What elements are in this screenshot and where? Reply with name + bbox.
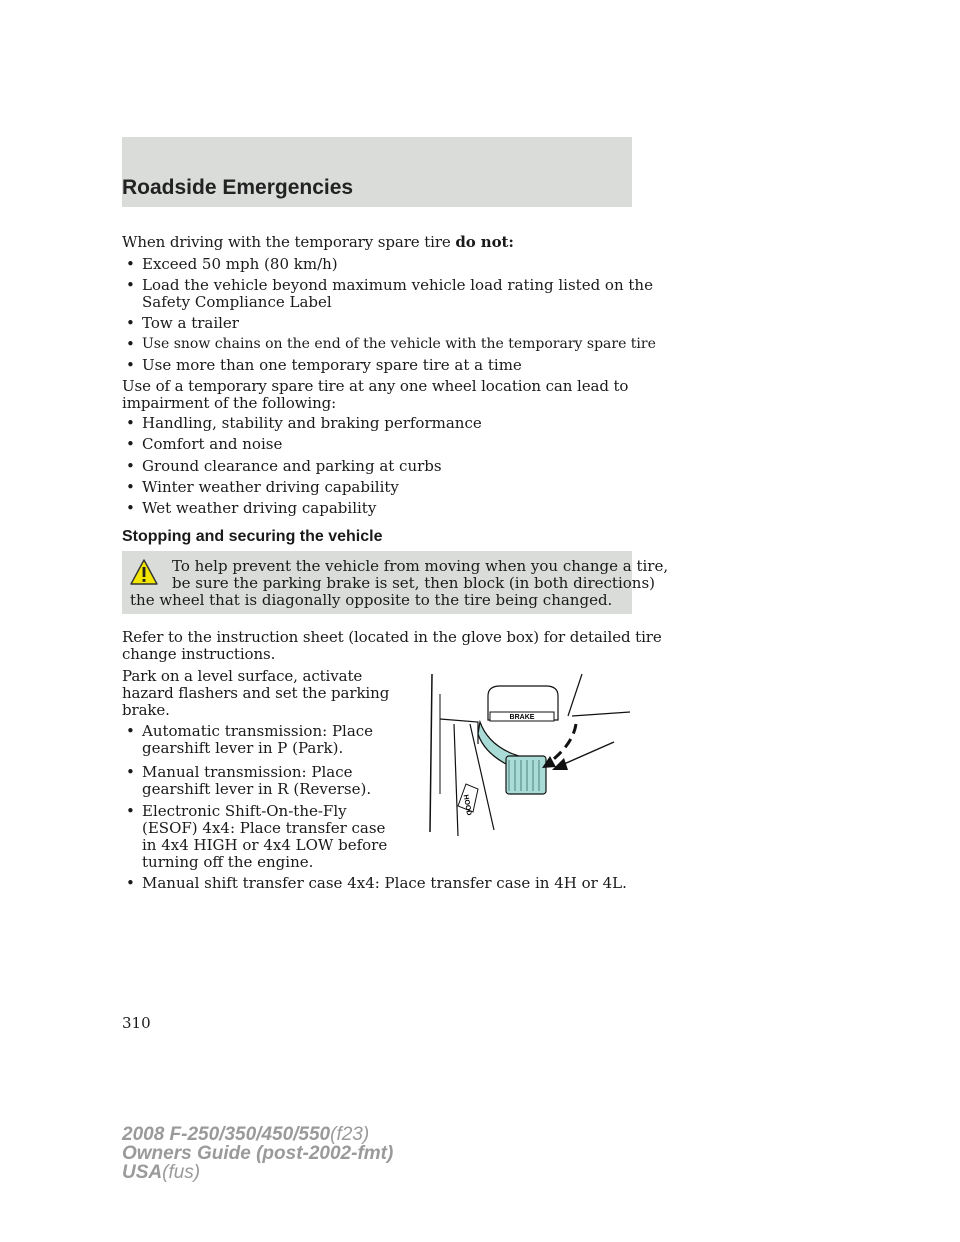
bullet: • <box>126 356 135 374</box>
footer-model: 2008 F-250/350/450/550 <box>122 1124 331 1145</box>
list-item: Electronic Shift-On-the-Fly <box>142 802 347 820</box>
intro-emphasis: do not: <box>455 233 514 251</box>
paragraph-line: Park on a level surface, activate <box>122 667 363 685</box>
intro-paragraph <box>122 234 514 251</box>
bullet: • <box>126 314 135 332</box>
warning-line: be sure the parking brake is set, then block (in both directions) <box>172 574 656 592</box>
paragraph-line: impairment of the following: <box>122 394 337 412</box>
list-item-continued: turning off the engine. <box>142 853 314 871</box>
bullet: • <box>126 435 135 453</box>
warning-line: the wheel that is diagonally opposite to the tire being changed. <box>130 591 613 609</box>
list-item: Ground clearance and parking at curbs <box>142 457 442 475</box>
list-item: Automatic transmission: Place <box>142 722 374 740</box>
list-item-continued: Safety Compliance Label <box>142 293 332 311</box>
list-item-continued: gearshift lever in P (Park). <box>142 739 344 757</box>
page-title: Roadside Emergencies <box>122 176 354 199</box>
warning-triangle-icon <box>130 559 158 585</box>
bullet: • <box>126 457 135 475</box>
list-item: Load the vehicle beyond maximum vehicle load rating listed on the <box>142 276 653 294</box>
bullet: • <box>126 499 135 517</box>
page-number: 310 <box>122 1014 151 1032</box>
list-item-continued: (ESOF) 4x4: Place transfer case <box>142 819 386 837</box>
bullet: • <box>126 874 135 892</box>
bullet: • <box>126 276 135 294</box>
intro-text: When driving with the temporary spare tire <box>122 233 456 251</box>
list-item: Use snow chains on the end of the vehicle with the temporary spare tire <box>142 336 656 352</box>
paragraph-line: hazard flashers and set the parking <box>122 684 390 702</box>
bullet: • <box>126 335 135 353</box>
list-item: Use more than one temporary spare tire at a time <box>142 356 522 374</box>
footer-model-code: (f23) <box>330 1124 370 1145</box>
paragraph-line: brake. <box>122 701 170 719</box>
footer-market-code: (fus) <box>162 1162 201 1183</box>
bullet: • <box>126 722 135 740</box>
list-item: Comfort and noise <box>142 435 283 453</box>
list-item-continued: gearshift lever in R (Reverse). <box>142 780 372 798</box>
brake-label: BRAKE <box>509 714 535 721</box>
list-item: Manual shift transfer case 4x4: Place transfer case in 4H or 4L. <box>142 874 627 892</box>
bullet: • <box>126 802 135 820</box>
footer-market: USA <box>122 1162 163 1183</box>
list-item: Manual transmission: Place <box>142 763 353 781</box>
section-heading: Stopping and securing the vehicle <box>122 528 383 545</box>
list-item: Winter weather driving capability <box>142 478 399 496</box>
warning-line: To help prevent the vehicle from moving when you change a tire, <box>172 557 669 575</box>
bullet: • <box>126 478 135 496</box>
list-item: Wet weather driving capability <box>142 499 377 517</box>
list-item-continued: in 4x4 HIGH or 4x4 LOW before <box>142 836 388 854</box>
paragraph-line: Use of a temporary spare tire at any one wheel location can lead to <box>122 377 629 395</box>
list-item: Tow a trailer <box>142 314 239 332</box>
footer-guide: Owners Guide (post-2002-fmt) <box>122 1143 394 1164</box>
parking-brake-illustration <box>418 664 634 836</box>
bullet: • <box>126 414 135 432</box>
bullet: • <box>126 763 135 781</box>
hood-label: HOOD <box>461 794 473 817</box>
list-item: Exceed 50 mph (80 km/h) <box>142 255 338 273</box>
paragraph-line: Refer to the instruction sheet (located in the glove box) for detailed tire <box>122 628 662 646</box>
paragraph-line: change instructions. <box>122 645 276 663</box>
list-item: Handling, stability and braking performance <box>142 414 482 432</box>
bullet: • <box>126 255 135 273</box>
document-footer <box>122 1125 393 1182</box>
